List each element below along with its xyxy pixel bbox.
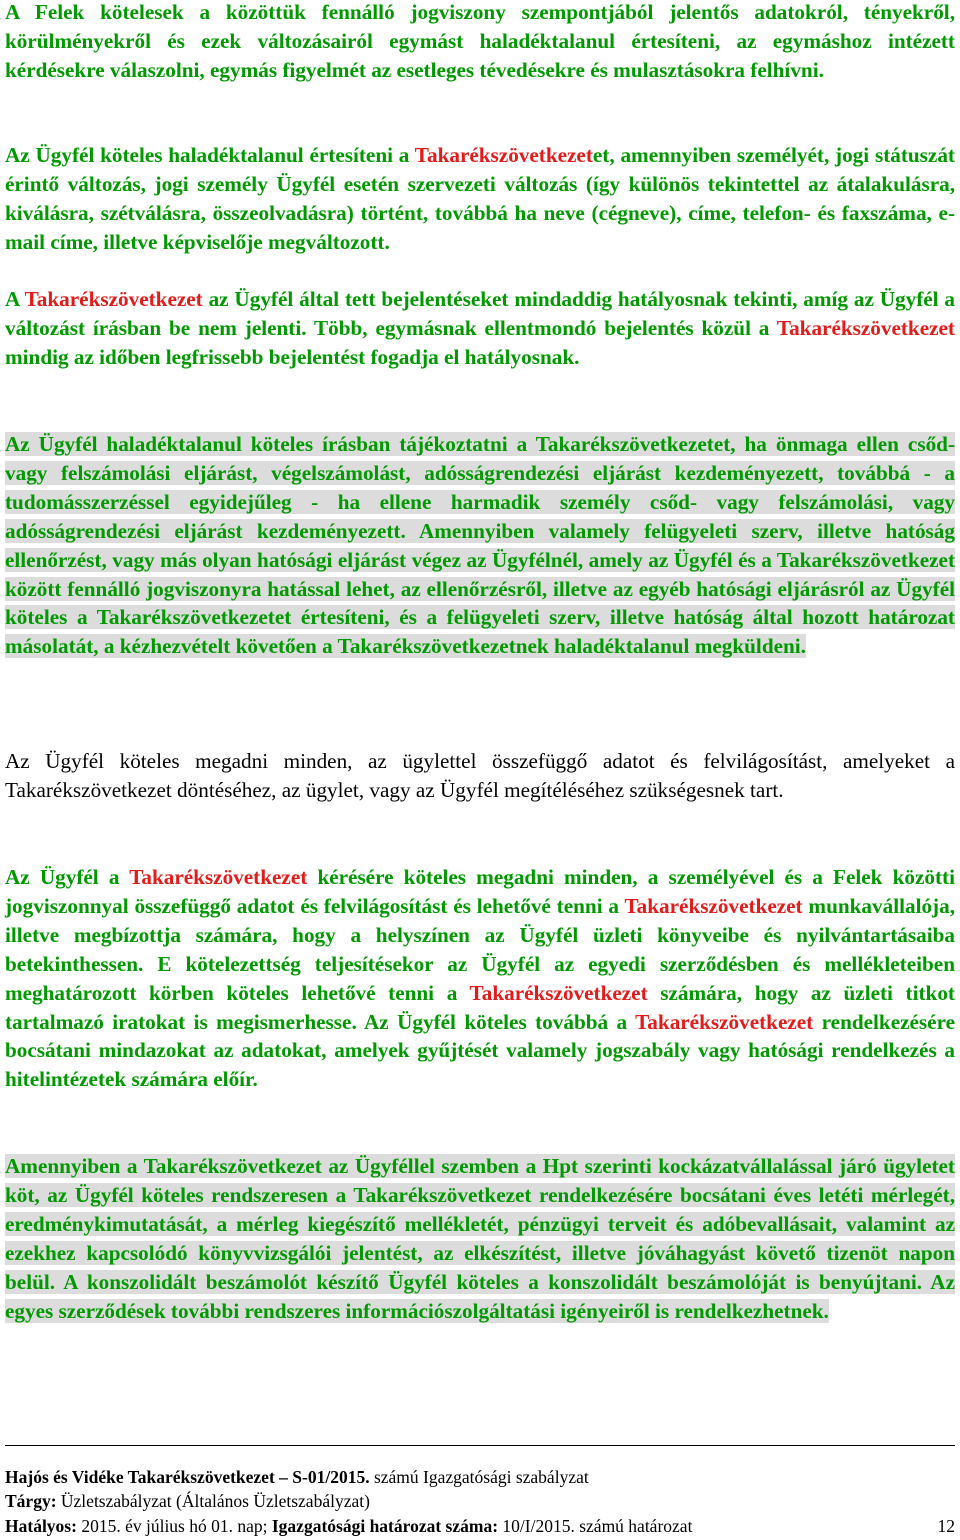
footer-line-effective — [5, 1514, 955, 1538]
paragraph-mutual-notification: A Felek kötelesek a közöttük fennálló jogviszony szempontjából jelentős adatokról, tényekről, körülményekről és ezek változásairól egymást haladéktalanul értesíteni, az egymáshoz intézett kérdésekre válaszolni, egymás figyelmét az esetleges tévedésekre és mulasztásokra felhívni. — [5, 0, 955, 82]
highlight-takarekszovetkezet: Takarékszövetkezet — [635, 1009, 814, 1034]
text-segment: A — [5, 287, 25, 311]
text-segment: et, amennyiben személyét, jogi státuszát érintő változás, jogi személy Ügyfél esetén szervezeti változás (így különös tekintettel az átalakulásra, kiválásra, szétválásra, összeolvadásra) történt, továbbá ha neve (cégneve), címe, telefon- és faxszáma, e-mail címe, illetve képviselője megváltozott. — [5, 143, 955, 254]
paragraph-financial-reporting — [5, 1152, 955, 1325]
paragraph-data-provision: Az Ügyfél köteles megadni minden, az ügylettel összefüggő adatot és felvilágosítást, amelyeket a Takarékszövetkezet döntéséhez, az ügylet, vagy az Ügyfél megítéléséhez szükségesnek tart. — [5, 749, 955, 802]
paragraph-client-change-notice — [5, 141, 955, 257]
highlight-takarekszovetkezet: Takarékszövetkezet — [469, 980, 648, 1005]
page-number: 12 — [937, 1516, 955, 1536]
highlighted-text: Amennyiben a Takarékszövetkezet az Ügyféllel szemben a Hpt szerinti kockázatvállalással járó ügyletet köt, az Ügyfél köteles rendszeresen a Takarékszövetkezet rendelkezésére bocsátani éves letéti mérlegét, eredménykimutatását, a mérleg kiegészítő mellékletét, pénzügyi terveit és adóbevallásait, valamint az ezekhez kapcsolódó könyvvizsgálói jelentést, az elkészítést, illetve jóváhagyást követő tizenöt napon belül. A konszolidált beszámolót készítő Ügyfél köteles a konszolidált beszámolóját is benyújtani. Az egyes szerződések további rendszeres információszolgáltatási igényeiről is rendelkezhetnek. — [5, 1154, 955, 1323]
footer-institution: Hajós és Vidéke Takarékszövetkezet – S-01/2015. — [5, 1467, 370, 1487]
highlight-takarekszovetkezet: Takarékszövetkezet — [776, 315, 955, 340]
text-segment: rendelkezésére bocsátani mindazokat az adatokat, amelyek gyűjtését valamely jogszabály vagy hatósági rendelkezés a hitelintézetek számára előír. — [5, 1009, 955, 1092]
text-segment: Az Ügyfél a — [5, 865, 130, 889]
footer-subject-label: Tárgy: — [5, 1491, 57, 1511]
text-segment: az Ügyfél által tett bejelentéseket mindaddig hatályosnak tekinti, amíg az Ügyfél a változást írásban be nem jelenti. Több, egymásnak ellentmondó bejelentés közül a — [5, 287, 956, 340]
footer-line-subject — [5, 1489, 955, 1513]
paragraph-notification-validity — [5, 285, 955, 372]
highlight-takarekszovetkezet: Takarékszövetkezet — [24, 287, 203, 311]
text-segment: munkavállalója, illetve megbízottja számára, hogy a helyszínen az Ügyfél üzleti könyveibe és nyilvántartásaiba betekinthessen. E kötelezettség teljesítésekor az Ügyfél az egyedi szerződésben és mellékleteiben meghatározott körben köteles lehetővé tenni a — [5, 893, 956, 1005]
footer-subject-value: Üzletszabályzat (Általános Üzletszabályzat) — [56, 1491, 370, 1511]
footer-effective-label: Hatályos: — [5, 1516, 77, 1536]
highlight-takarekszovetkezet: Takarékszövetkezet — [624, 893, 803, 918]
footer-effective-date: 2015. év július hó 01. nap; — [76, 1516, 272, 1536]
footer-line-regulation — [5, 1465, 955, 1489]
paragraph-insolvency-notice — [5, 430, 955, 661]
text-segment: számára, hogy az üzleti titkot tartalmazó iratokat is megismerhesse. Az Ügyfél köteles továbbá a — [5, 980, 955, 1034]
footer-regulation-type: számú Igazgatósági szabályzat — [369, 1467, 589, 1487]
highlight-takarekszovetkezet: Takarékszövetkezet — [129, 865, 308, 889]
highlighted-text: Az Ügyfél haladéktalanul köteles írásban tájékoztatni a Takarékszövetkezetet, ha önmaga ellen csőd- vagy felszámolási eljárást, végelszámolást, adósságrendezési eljárást kezdeményezett, továbbá - a tudomásszerzéssel egyidejűleg - ha ellene harmadik személy csőd- vagy felszámolási, vagy adósságrendezési eljárást kezdeményezett. Amennyiben valamely felügyeleti szerv, illetve hatóság ellenőrzést, vagy más olyan hatósági eljárást végez az Ügyfélnél, amely az Ügyfél és a Takarékszövetkezet között fennálló jogviszonyra hatással lehet, az ellenőrzésről, illetve az egyéb hatósági eljárásról az Ügyfél köteles a Takarékszövetkezetet értesíteni, és a felügyeleti szerv, illetve hatóság által hozott határozat másolatát, a kézhezvételt követően a Takarékszövetkezetnek haladéktalanul megküldeni. — [5, 432, 955, 659]
footer-resolution-number: 10/I/2015. számú határozat — [498, 1516, 693, 1536]
paragraph-inspection-rights — [5, 863, 955, 1094]
text-segment: Az Ügyfél köteles haladéktalanul értesíteni a — [5, 143, 415, 167]
text-segment: mindig az időben legfrissebb bejelentést fogadja el hatályosnak. — [5, 344, 580, 369]
highlight-takarekszovetkezet: Takarékszövetkezet — [414, 143, 593, 167]
text-segment: kérésére köteles megadni minden, a személyével és a Felek közötti jogviszonnyal összefüggő adatot és felvilágosítást és lehetővé tenni a — [5, 865, 955, 918]
footer-resolution-label: Igazgatósági határozat száma: — [271, 1516, 499, 1536]
footer-divider — [5, 1445, 955, 1446]
